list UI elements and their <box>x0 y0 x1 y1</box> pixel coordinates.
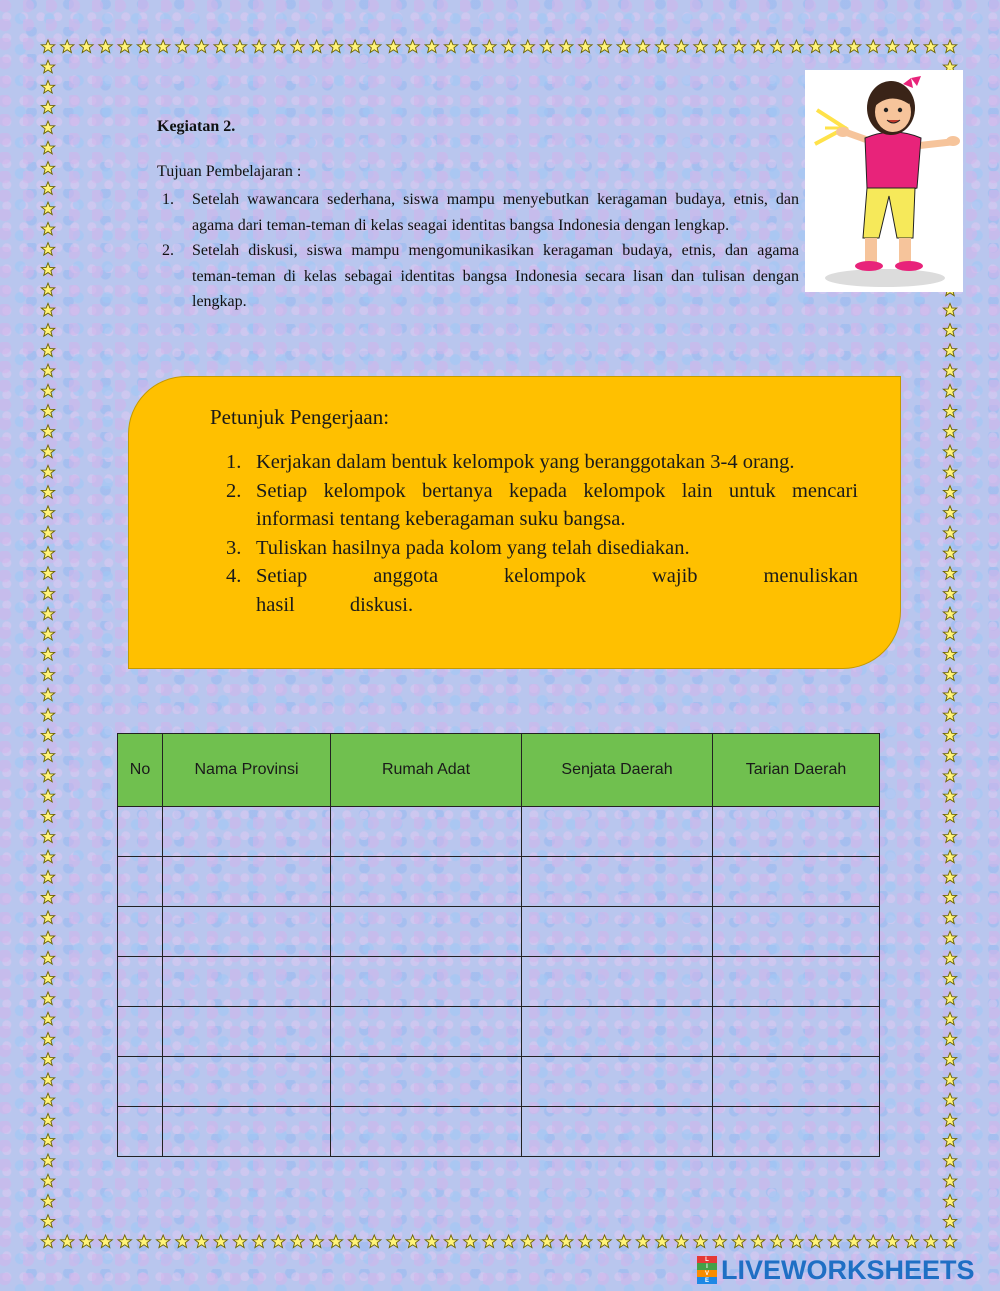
border-star-icon <box>559 40 572 53</box>
table-cell[interactable] <box>163 807 331 857</box>
border-star-icon <box>310 40 323 53</box>
border-star-icon <box>41 769 54 782</box>
border-star-icon <box>41 870 54 883</box>
border-star-icon <box>713 40 726 53</box>
border-star-icon <box>943 648 956 661</box>
step-text: Setiap anggota kelompok wajib menuliskan hasil diskusi. <box>256 565 858 616</box>
table-cell[interactable] <box>331 1107 522 1157</box>
border-star-icon <box>176 40 189 53</box>
table-cell[interactable] <box>331 807 522 857</box>
border-star-icon <box>943 465 956 478</box>
border-star-icon <box>41 283 54 296</box>
border-star-icon <box>252 40 265 53</box>
border-star-icon <box>444 1235 457 1248</box>
table-cell[interactable] <box>522 957 713 1007</box>
border-star-icon <box>41 101 54 114</box>
border-star-icon <box>41 182 54 195</box>
border-star-icon <box>943 1174 956 1187</box>
border-star-icon <box>41 810 54 823</box>
border-star-icon <box>41 708 54 721</box>
border-star-icon <box>41 850 54 863</box>
table-cell[interactable] <box>118 957 163 1007</box>
step-text: Kerjakan dalam bentuk kelompok yang beranggotakan 3-4 orang. <box>256 451 795 473</box>
border-star-icon <box>310 1235 323 1248</box>
border-star-icon <box>214 40 227 53</box>
border-star-icon <box>886 40 899 53</box>
instruction-step <box>210 562 858 619</box>
table-row <box>118 1007 880 1057</box>
border-star-icon <box>41 648 54 661</box>
border-star-icon <box>60 40 73 53</box>
table-cell[interactable] <box>331 907 522 957</box>
border-star-icon <box>483 40 496 53</box>
table-cell[interactable] <box>331 957 522 1007</box>
live-badge-icon <box>697 1256 717 1284</box>
border-star-icon <box>41 1215 54 1228</box>
border-star-icon <box>195 1235 208 1248</box>
border-star-icon <box>252 1235 265 1248</box>
table-cell[interactable] <box>522 1057 713 1107</box>
border-star-icon <box>905 1235 918 1248</box>
border-star-icon <box>540 1235 553 1248</box>
border-star-icon <box>233 40 246 53</box>
border-star-icon <box>598 40 611 53</box>
border-star-icon <box>521 40 534 53</box>
column-header-provinsi: Nama Provinsi <box>163 734 331 807</box>
border-star-icon <box>636 40 649 53</box>
border-star-icon <box>790 1235 803 1248</box>
border-star-icon <box>41 972 54 985</box>
border-star-icon <box>425 1235 438 1248</box>
border-star-icon <box>943 445 956 458</box>
table-cell[interactable] <box>118 807 163 857</box>
border-star-icon <box>809 1235 822 1248</box>
border-star-icon <box>924 1235 937 1248</box>
border-star-icon <box>617 1235 630 1248</box>
table-cell[interactable] <box>118 857 163 907</box>
border-star-icon <box>751 40 764 53</box>
border-star-icon <box>943 567 956 580</box>
table-cell[interactable] <box>713 907 880 957</box>
border-star-icon <box>943 1073 956 1086</box>
border-star-icon <box>291 40 304 53</box>
border-star-icon <box>636 1235 649 1248</box>
border-star-icon <box>41 445 54 458</box>
instruction-steps <box>210 448 858 619</box>
border-star-icon <box>943 384 956 397</box>
goal-item <box>157 238 799 315</box>
border-star-icon <box>41 162 54 175</box>
step-number: 2. <box>226 479 242 502</box>
table-row <box>118 907 880 957</box>
border-star-icon <box>943 911 956 924</box>
border-star-icon <box>329 1235 342 1248</box>
border-star-icon <box>41 749 54 762</box>
border-star-icon <box>41 141 54 154</box>
border-star-icon <box>732 1235 745 1248</box>
table-cell[interactable] <box>713 1057 880 1107</box>
border-star-icon <box>943 891 956 904</box>
badge-letter: V <box>697 1270 717 1277</box>
border-star-icon <box>943 303 956 316</box>
border-star-icon <box>176 1235 189 1248</box>
border-star-icon <box>828 40 841 53</box>
brand-name: LIVEWORKSHEETS <box>721 1254 975 1285</box>
table-cell[interactable] <box>713 857 880 907</box>
border-star-icon <box>41 81 54 94</box>
border-star-icon <box>41 465 54 478</box>
border-star-icon <box>943 546 956 559</box>
border-star-icon <box>943 1154 956 1167</box>
table-row <box>118 1057 880 1107</box>
table-cell[interactable] <box>713 1107 880 1157</box>
border-star-icon <box>751 1235 764 1248</box>
table-cell[interactable] <box>163 907 331 957</box>
border-star-icon <box>329 40 342 53</box>
border-star-icon <box>272 1235 285 1248</box>
table-cell[interactable] <box>163 1057 331 1107</box>
table-cell[interactable] <box>522 1007 713 1057</box>
border-star-icon <box>943 850 956 863</box>
border-star-icon <box>41 1073 54 1086</box>
instruction-step <box>210 448 858 477</box>
step-number: 1. <box>226 451 242 473</box>
table-cell[interactable] <box>713 1007 880 1057</box>
border-star-icon <box>41 324 54 337</box>
instruction-step <box>210 477 858 534</box>
border-star-icon <box>943 830 956 843</box>
border-star-icon <box>137 1235 150 1248</box>
table-cell[interactable] <box>118 1107 163 1157</box>
border-star-icon <box>41 951 54 964</box>
answer-table <box>117 733 880 1157</box>
border-star-icon <box>41 405 54 418</box>
border-star-icon <box>41 1093 54 1106</box>
border-star-icon <box>943 344 956 357</box>
border-star-icon <box>943 749 956 762</box>
goal-number: 2. <box>162 242 174 259</box>
table-header-row <box>118 734 880 807</box>
table-cell[interactable] <box>522 807 713 857</box>
border-star-icon <box>867 40 880 53</box>
badge-letter: E <box>697 1277 717 1284</box>
border-star-icon <box>464 1235 477 1248</box>
border-star-icon <box>943 486 956 499</box>
instruction-step <box>210 534 858 563</box>
border-star-icon <box>847 40 860 53</box>
step-text: Setiap kelompok bertanya kepada kelompok lain untuk mencari informasi tentang keberagaman suku bangsa. <box>256 479 858 530</box>
border-star-icon <box>483 1235 496 1248</box>
border-star-icon <box>675 1235 688 1248</box>
goal-text: Setelah diskusi, siswa mampu mengomunikasikan keragaman budaya, etnis, dan agama teman-teman di kelas sebagai identitas bangsa Indonesia secara lisan dan tulisan dengan lengkap. <box>192 242 799 310</box>
border-star-icon <box>943 870 956 883</box>
border-star-icon <box>943 1012 956 1025</box>
border-star-icon <box>41 911 54 924</box>
border-star-icon <box>41 567 54 580</box>
border-star-icon <box>943 506 956 519</box>
border-star-icon <box>387 40 400 53</box>
border-star-icon <box>943 1194 956 1207</box>
activity-title: Kegiatan 2. <box>157 118 236 135</box>
border-star-icon <box>732 40 745 53</box>
border-star-icon <box>41 1235 54 1248</box>
step-number: 3. <box>226 536 242 559</box>
border-star-icon <box>943 729 956 742</box>
border-star-icon <box>943 324 956 337</box>
border-star-icon <box>521 1235 534 1248</box>
border-star-icon <box>425 40 438 53</box>
border-star-icon <box>502 1235 515 1248</box>
border-star-icon <box>943 688 956 701</box>
badge-letter: L <box>697 1256 717 1263</box>
border-star-icon <box>406 40 419 53</box>
border-star-icon <box>41 425 54 438</box>
goal-number: 1. <box>162 191 174 208</box>
border-star-icon <box>41 60 54 73</box>
table-cell[interactable] <box>163 957 331 1007</box>
border-star-icon <box>41 1174 54 1187</box>
table-row <box>118 807 880 857</box>
border-star-icon <box>214 1235 227 1248</box>
border-star-icon <box>41 1113 54 1126</box>
border-star-icon <box>41 344 54 357</box>
goal-item <box>157 187 799 238</box>
border-star-icon <box>790 40 803 53</box>
column-header-tarian: Tarian Daerah <box>713 734 880 807</box>
border-star-icon <box>464 40 477 53</box>
table-row <box>118 957 880 1007</box>
column-header-rumah-adat: Rumah Adat <box>331 734 522 807</box>
table-cell[interactable] <box>163 1007 331 1057</box>
border-star-icon <box>41 384 54 397</box>
border-star-icon <box>943 587 956 600</box>
border-star-icon <box>943 1134 956 1147</box>
border-star-icon <box>80 40 93 53</box>
border-star-icon <box>828 1235 841 1248</box>
border-star-icon <box>387 1235 400 1248</box>
border-star-icon <box>675 40 688 53</box>
table-cell[interactable] <box>522 907 713 957</box>
table-cell[interactable] <box>118 907 163 957</box>
border-star-icon <box>233 1235 246 1248</box>
border-star-icon <box>99 40 112 53</box>
border-star-icon <box>41 1053 54 1066</box>
border-star-icon <box>41 830 54 843</box>
border-star-icon <box>886 1235 899 1248</box>
border-star-icon <box>771 1235 784 1248</box>
border-star-icon <box>943 769 956 782</box>
border-star-icon <box>943 1032 956 1045</box>
border-star-icon <box>943 607 956 620</box>
table-cell[interactable] <box>118 1057 163 1107</box>
border-star-icon <box>41 627 54 640</box>
border-star-icon <box>905 40 918 53</box>
table-cell[interactable] <box>713 957 880 1007</box>
border-star-icon <box>943 40 956 53</box>
border-star-icon <box>694 1235 707 1248</box>
border-star-icon <box>41 992 54 1005</box>
border-star-icon <box>348 1235 361 1248</box>
border-star-icon <box>272 40 285 53</box>
border-star-icon <box>847 1235 860 1248</box>
border-star-icon <box>41 1134 54 1147</box>
border-star-icon <box>943 1093 956 1106</box>
table-cell[interactable] <box>331 1057 522 1107</box>
border-star-icon <box>540 40 553 53</box>
badge-letter: I <box>697 1263 717 1270</box>
border-star-icon <box>655 40 668 53</box>
border-star-icon <box>41 364 54 377</box>
table-cell[interactable] <box>118 1007 163 1057</box>
border-star-icon <box>118 40 131 53</box>
border-star-icon <box>943 668 956 681</box>
border-star-icon <box>867 1235 880 1248</box>
border-star-icon <box>99 1235 112 1248</box>
table-cell[interactable] <box>163 1107 331 1157</box>
table-cell[interactable] <box>522 857 713 907</box>
border-star-icon <box>137 40 150 53</box>
step-number: 4. <box>226 565 242 587</box>
border-star-icon <box>195 40 208 53</box>
border-star-icon <box>41 587 54 600</box>
liveworksheets-logo[interactable] <box>697 1255 975 1285</box>
border-star-icon <box>41 40 54 53</box>
instruction-box <box>128 376 901 669</box>
step-text: Tuliskan hasilnya pada kolom yang telah disediakan. <box>256 536 690 559</box>
border-star-icon <box>156 40 169 53</box>
border-star-icon <box>943 708 956 721</box>
border-star-icon <box>41 607 54 620</box>
border-star-icon <box>924 40 937 53</box>
border-star-icon <box>943 526 956 539</box>
border-star-icon <box>579 40 592 53</box>
border-star-icon <box>41 222 54 235</box>
border-star-icon <box>118 1235 131 1248</box>
goals-heading: Tujuan Pembelajaran : <box>157 163 302 180</box>
border-star-icon <box>41 789 54 802</box>
border-star-icon <box>41 526 54 539</box>
border-star-icon <box>41 1154 54 1167</box>
border-star-icon <box>156 1235 169 1248</box>
border-star-icon <box>809 40 822 53</box>
border-star-icon <box>41 506 54 519</box>
border-star-icon <box>368 1235 381 1248</box>
goal-text: Setelah wawancara sederhana, siswa mampu menyebutkan keragaman budaya, etnis, dan agama dari teman-teman di kelas seagai identitas bangsa Indonesia dengan lengkap. <box>192 191 799 234</box>
border-star-icon <box>943 1235 956 1248</box>
border-star-icon <box>60 1235 73 1248</box>
border-star-icon <box>617 40 630 53</box>
border-star-icon <box>943 425 956 438</box>
goals-list <box>157 187 799 315</box>
border-star-icon <box>943 627 956 640</box>
border-star-icon <box>41 202 54 215</box>
border-star-icon <box>943 364 956 377</box>
table-cell[interactable] <box>331 857 522 907</box>
column-header-senjata: Senjata Daerah <box>522 734 713 807</box>
border-star-icon <box>713 1235 726 1248</box>
border-star-icon <box>348 40 361 53</box>
girl-illustration <box>805 70 963 292</box>
border-star-icon <box>41 931 54 944</box>
border-star-icon <box>502 40 515 53</box>
border-star-icon <box>41 729 54 742</box>
border-star-icon <box>943 951 956 964</box>
border-star-icon <box>943 405 956 418</box>
border-star-icon <box>579 1235 592 1248</box>
border-star-icon <box>444 40 457 53</box>
border-star-icon <box>291 1235 304 1248</box>
border-star-icon <box>80 1235 93 1248</box>
border-star-icon <box>406 1235 419 1248</box>
border-star-icon <box>41 486 54 499</box>
border-star-icon <box>41 243 54 256</box>
border-star-icon <box>943 1113 956 1126</box>
border-star-icon <box>41 546 54 559</box>
table-cell[interactable] <box>331 1007 522 1057</box>
border-star-icon <box>943 1053 956 1066</box>
table-cell[interactable] <box>163 857 331 907</box>
table-cell[interactable] <box>713 807 880 857</box>
border-star-icon <box>41 263 54 276</box>
border-star-icon <box>943 1215 956 1228</box>
border-star-icon <box>368 40 381 53</box>
border-star-icon <box>694 40 707 53</box>
border-star-icon <box>943 931 956 944</box>
border-star-icon <box>943 810 956 823</box>
border-star-icon <box>41 303 54 316</box>
border-star-icon <box>598 1235 611 1248</box>
table-row <box>118 1107 880 1157</box>
column-header-no: No <box>118 734 163 807</box>
border-star-icon <box>943 972 956 985</box>
border-star-icon <box>41 1032 54 1045</box>
border-star-icon <box>41 121 54 134</box>
border-star-icon <box>771 40 784 53</box>
border-star-icon <box>943 789 956 802</box>
border-star-icon <box>943 992 956 1005</box>
border-star-icon <box>655 1235 668 1248</box>
border-star-icon <box>41 1012 54 1025</box>
border-star-icon <box>41 688 54 701</box>
table-cell[interactable] <box>522 1107 713 1157</box>
border-star-icon <box>41 668 54 681</box>
instruction-title: Petunjuk Pengerjaan: <box>210 405 390 429</box>
border-star-icon <box>559 1235 572 1248</box>
table-row <box>118 857 880 907</box>
border-star-icon <box>41 891 54 904</box>
border-star-icon <box>41 1194 54 1207</box>
